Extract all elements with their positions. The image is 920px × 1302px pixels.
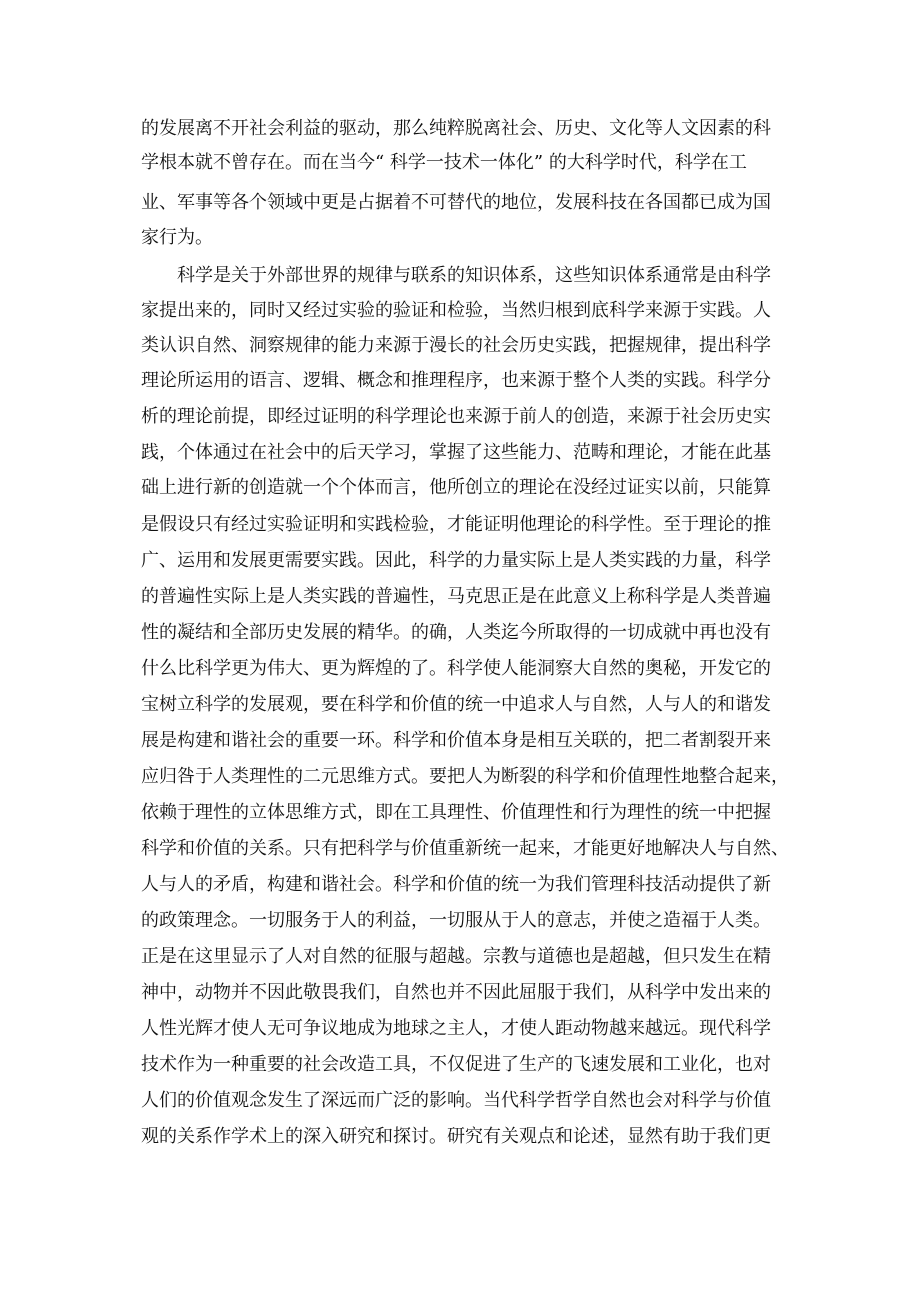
paragraph-2-line-4: 理论所运用的语言、逻辑、概念和推理程序，也来源于整个人类的实践。科学分 xyxy=(141,370,771,391)
paragraph-2-line-18: 人与人的矛盾，构建和谐社会。科学和价值的统一为我们管理科技活动提供了新 xyxy=(141,874,771,895)
paragraph-2-line-2: 家提出来的，同时又经过实验的验证和检验，当然归根到底科学来源于实践。人 xyxy=(141,300,771,321)
paragraph-2-line-6: 践，个体通过在社会中的后天学习，掌握了这些能力、范畴和理论，才能在此基 xyxy=(141,442,771,463)
paragraph-1-line-2: 学根本就不曾存在。而在当今“ 科学一技术一体化” 的大科学时代，科学在工 xyxy=(141,152,747,173)
paragraph-2-line-9: 广、运用和发展更需要实践。因此，科学的力量实际上是人类实践的力量，科学 xyxy=(141,550,771,571)
paragraph-2-line-22: 人性光辉才使人无可争议地成为地球之主人，才使人距动物越来越远。现代科学 xyxy=(141,1018,771,1039)
paragraph-1-line-3: 业、军事等各个领域中更是占据着不可替代的地位，发展科技在各国都已成为国 xyxy=(141,192,771,213)
paragraph-2-line-8: 是假设只有经过实验证明和实践检验，才能证明他理论的科学性。至于理论的推 xyxy=(141,514,771,535)
paragraph-2-line-23: 技术作为一种重要的社会改造工具，不仅促进了生产的飞速发展和工业化，也对 xyxy=(141,1054,771,1075)
paragraph-2-line-12: 什么比科学更为伟大、更为辉煌的了。科学使人能洞察大自然的奥秘，开发它的 xyxy=(141,658,771,679)
paragraph-2-line-17: 科学和价值的关系。只有把科学与价值重新统一起来，才能更好地解决人与自然、 xyxy=(141,838,789,859)
paragraph-2-line-16: 依赖于理性的立体思维方式，即在工具理性、价值理性和行为理性的统一中把握 xyxy=(141,802,771,823)
paragraph-2-line-13: 宝树立科学的发展观，要在科学和价值的统一中追求人与自然，人与人的和谐发 xyxy=(141,694,771,715)
paragraph-2-line-21: 神中，动物并不因此敬畏我们，自然也并不因此屈服于我们，从科学中发出来的 xyxy=(141,982,771,1003)
paragraph-2-line-15: 应归咎于人类理性的二元思维方式。要把人为断裂的科学和价值理性地整合起来， xyxy=(141,766,789,787)
paragraph-2-line-25: 观的关系作学术上的深入研究和探讨。研究有关观点和论述，显然有助于我们更 xyxy=(141,1126,771,1147)
paragraph-2-line-3: 类认识自然、洞察规律的能力来源于漫长的社会历史实践，把握规律，提出科学 xyxy=(141,335,771,356)
paragraph-2-line-20: 正是在这里显示了人对自然的征服与超越。宗教与道德也是超越，但只发生在精 xyxy=(141,946,771,967)
paragraph-2-line-14: 展是构建和谐社会的重要一环。科学和价值本身是相互关联的，把二者割裂开来 xyxy=(141,730,771,751)
paragraph-2-line-5: 析的理论前提，即经过证明的科学理论也来源于前人的创造，来源于社会历史实 xyxy=(141,406,771,427)
paragraph-1-line-4: 家行为。 xyxy=(141,227,213,248)
paragraph-2-line-10: 的普遍性实际上是人类实践的普遍性，马克思正是在此意义上称科学是人类普遍 xyxy=(141,586,771,607)
paragraph-2-line-24: 人们的价值观念发生了深远而广泛的影响。当代科学哲学自然也会对科学与价值 xyxy=(141,1090,771,1111)
paragraph-2-line-7: 础上进行新的创造就一个个体而言，他所创立的理论在没经过证实以前，只能算 xyxy=(141,477,771,498)
paragraph-2-line-1: 科学是关于外部世界的规律与联系的知识体系，这些知识体系通常是由科学 xyxy=(177,265,771,286)
paragraph-1-line-1: 的发展离不开社会利益的驱动，那么纯粹脱离社会、历史、文化等人文因素的科 xyxy=(141,118,771,139)
paragraph-2-line-11: 性的凝结和全部历史发展的精华。的确，人类迄今所取得的一切成就中再也没有 xyxy=(141,622,771,643)
paragraph-2-line-19: 的政策理念。一切服务于人的利益，一切服从于人的意志，并使之造福于人类。 xyxy=(141,910,771,931)
